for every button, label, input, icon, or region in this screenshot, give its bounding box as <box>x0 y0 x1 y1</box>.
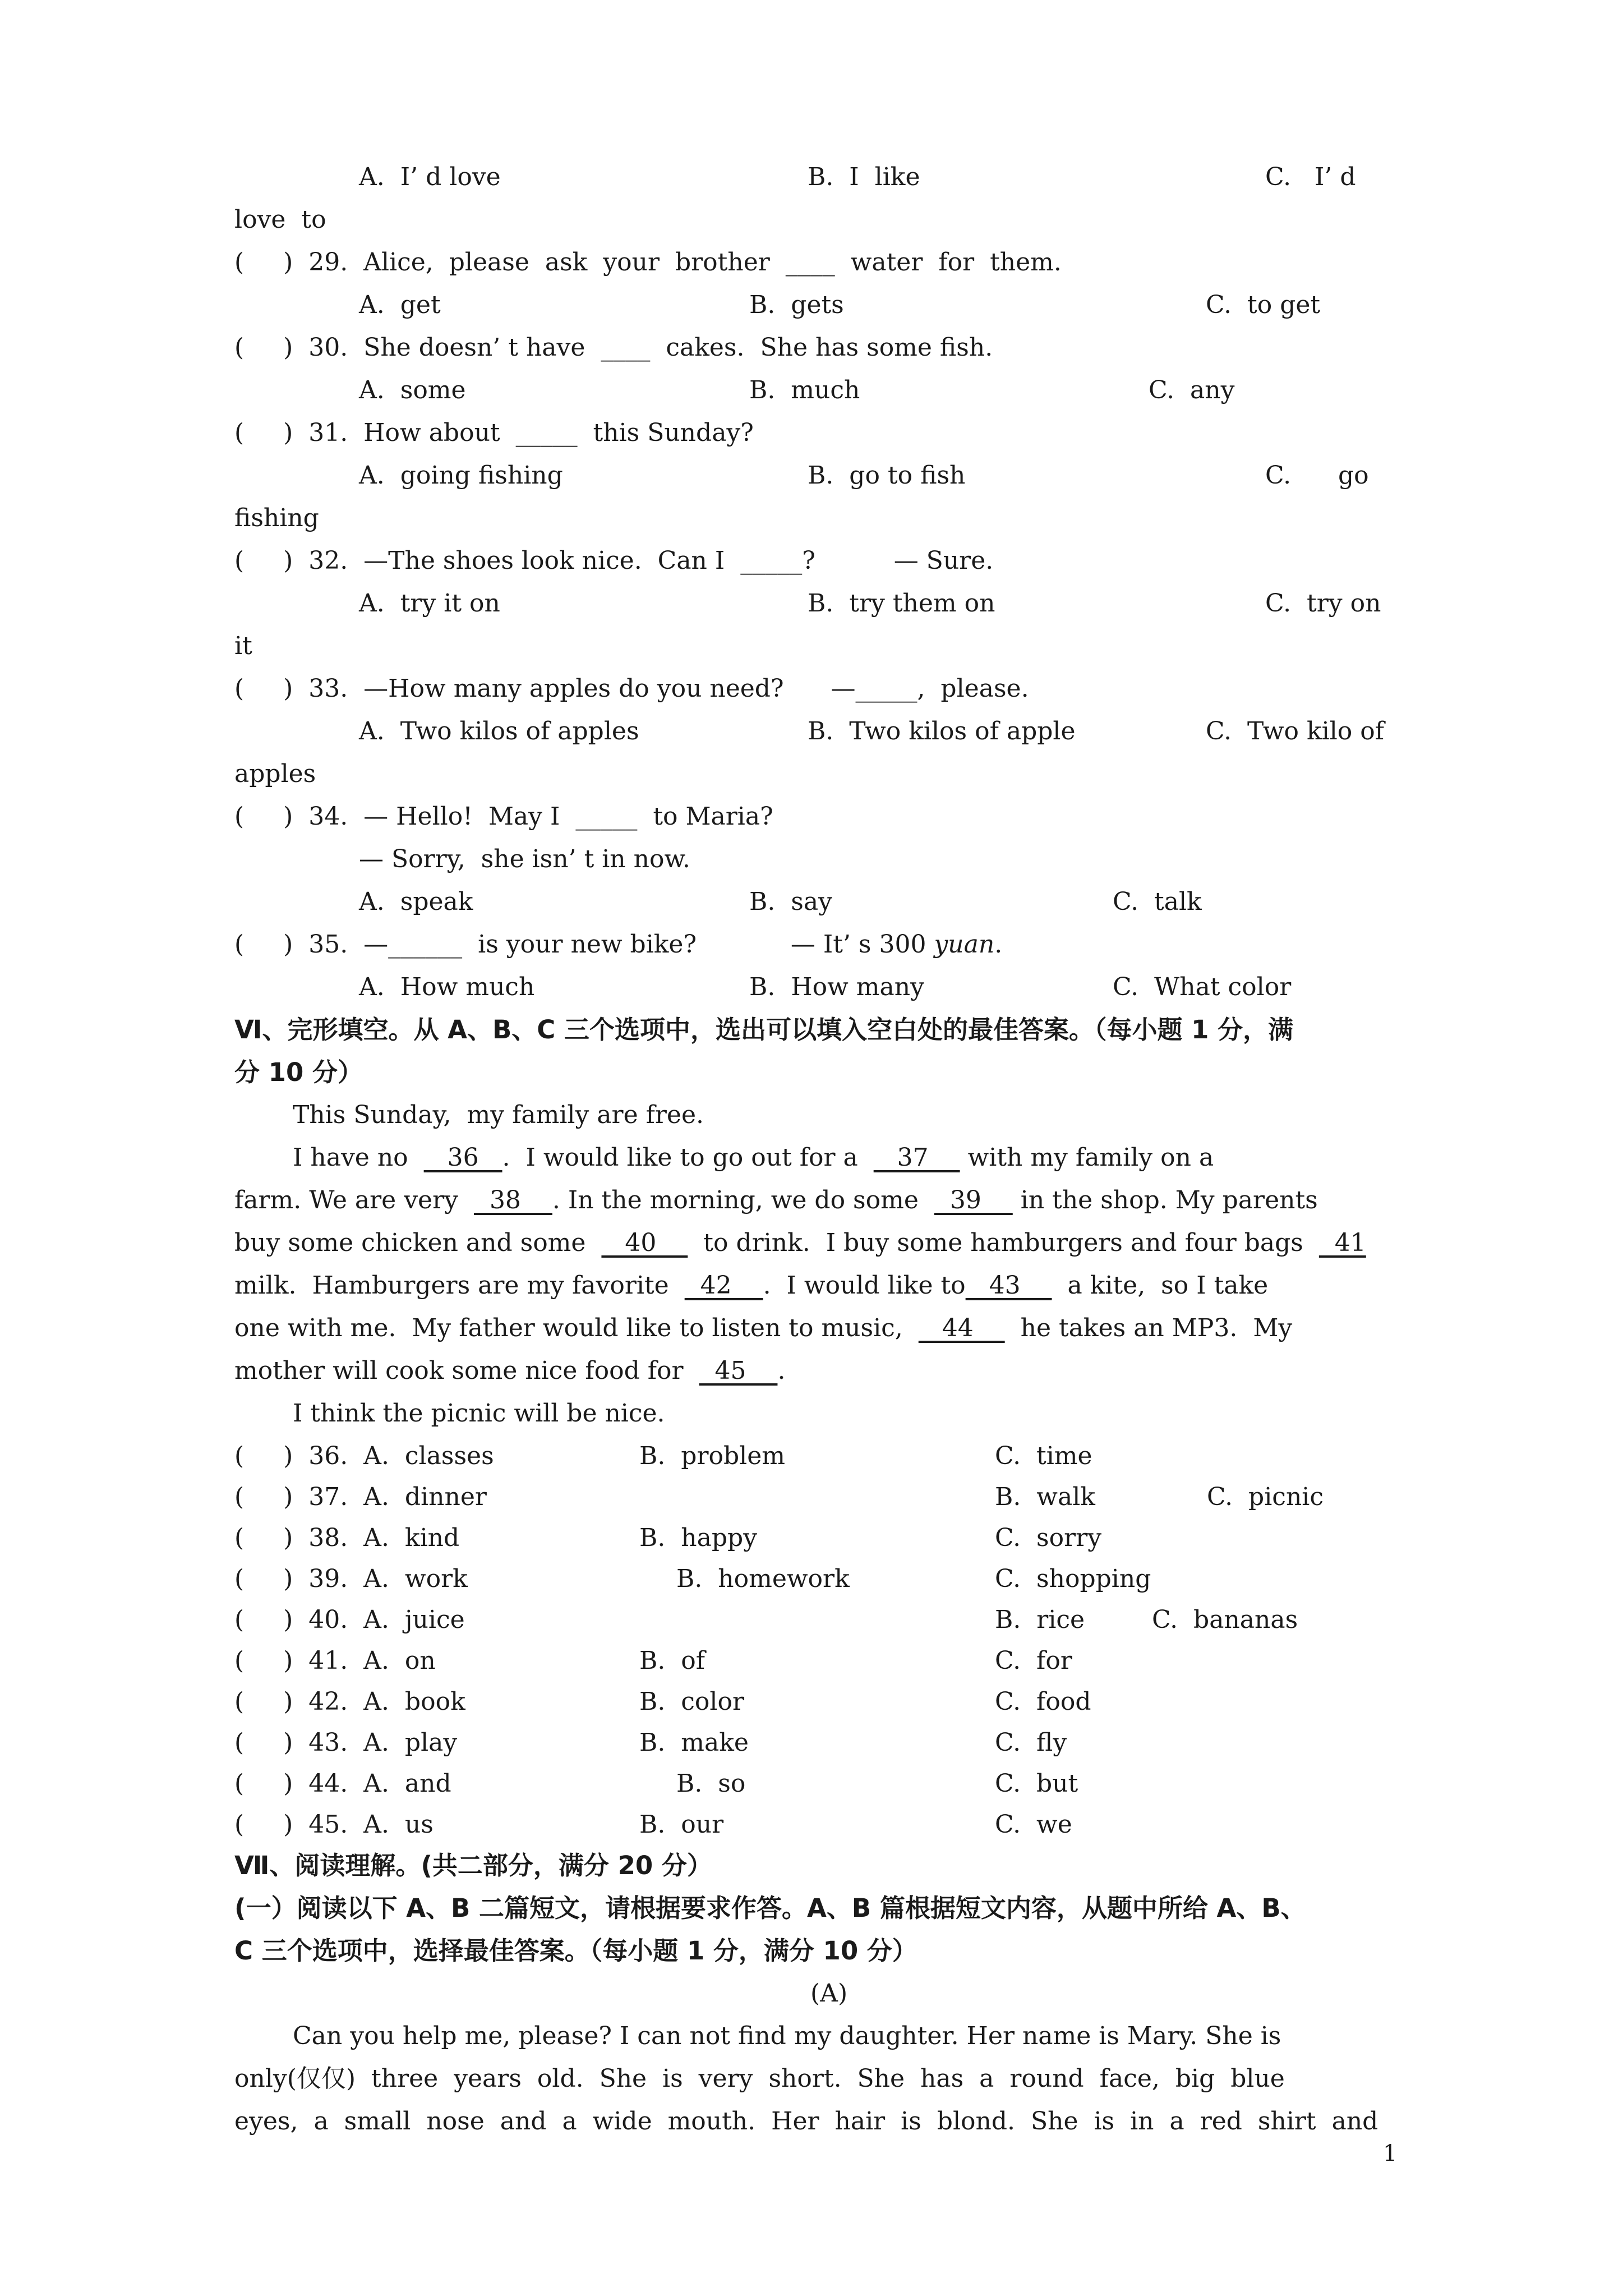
q34-option-b: B. say <box>749 887 832 916</box>
q32-option-a: A. try it on <box>359 589 500 618</box>
cloze-option-row: ( ) 36. A. classes <box>234 1442 494 1470</box>
reading-line-1: Can you help me, please? I can not find my daughter. Her name is Mary. She is <box>293 2022 1281 2050</box>
blank-39: 39 <box>934 1186 1013 1214</box>
q32-option-c-continued: it <box>234 632 252 660</box>
q32-stem: ( ) 32. —The shoes look nice. Can I _____? — Sure. <box>234 546 994 575</box>
cloze-option-c: C. food <box>995 1687 1091 1716</box>
q35-option-a: A. How much <box>359 973 535 1001</box>
q32-option-b: B. try them on <box>808 589 995 618</box>
q34-stem: ( ) 34. — Hello! May I _____ to Maria? <box>234 802 773 831</box>
blank-36: 36 <box>423 1143 502 1172</box>
cloze-line-6: mother will cook some nice food for 45 . <box>234 1355 785 1387</box>
cloze-option-b: B. color <box>639 1687 745 1716</box>
cloze-option-c: C. picnic <box>1207 1483 1324 1511</box>
cloze-line-2: farm. We are very 38 . In the morning, we do some 39 in the shop. My parents <box>234 1185 1318 1216</box>
q33-option-b: B. Two kilos of apple <box>808 717 1076 746</box>
q33-option-a: A. Two kilos of apples <box>359 717 639 746</box>
passage-label: (A) <box>810 1979 848 2008</box>
q28-option-b: B. I like <box>808 163 920 191</box>
q33-stem: ( ) 33. —How many apples do you need? —_____, please. <box>234 674 1029 703</box>
cloze-intro: This Sunday, my family are free. <box>293 1101 704 1129</box>
blank-42: 42 <box>684 1271 763 1300</box>
cloze-option-c: C. time <box>995 1442 1092 1470</box>
q31-option-a: A. going fishing <box>359 461 563 490</box>
cloze-option-b: B. problem <box>639 1442 785 1470</box>
cloze-option-b: B. happy <box>639 1524 758 1552</box>
q32-option-c: C. try on <box>1265 589 1381 618</box>
cloze-option-row: ( ) 40. A. juice <box>234 1605 465 1634</box>
cloze-option-b: B. rice <box>995 1605 1085 1634</box>
reading-line-2: only(仅仅) three years old. She is very short. She has a round face, big blue <box>234 2064 1285 2093</box>
cloze-line-1: I have no 36 . I would like to go out for a 37 with my family on a <box>293 1142 1214 1174</box>
blank-43: 43 <box>965 1271 1052 1300</box>
blank-41: 41 <box>1318 1228 1366 1257</box>
cloze-option-c: C. for <box>995 1646 1072 1675</box>
page-number: 1 <box>1383 2141 1398 2166</box>
cloze-option-row: ( ) 39. A. work <box>234 1565 468 1593</box>
q30-option-c: C. any <box>1149 376 1235 404</box>
q30-option-b: B. much <box>749 376 860 404</box>
cloze-option-row: ( ) 42. A. book <box>234 1687 465 1716</box>
blank-44: 44 <box>918 1314 1005 1342</box>
cloze-closing: I think the picnic will be nice. <box>293 1399 665 1428</box>
reading-line-3: eyes, a small nose and a wide mouth. Her hair is blond. She is in a red shirt and <box>234 2107 1378 2136</box>
q30-stem: ( ) 30. She doesn’ t have ____ cakes. She has some fish. <box>234 333 993 362</box>
blank-37: 37 <box>873 1143 960 1172</box>
q29-stem: ( ) 29. Alice, please ask your brother ____ water for them. <box>234 248 1062 277</box>
cloze-option-b: B. so <box>676 1769 746 1798</box>
blank-40: 40 <box>601 1228 688 1257</box>
blank-45: 45 <box>699 1356 778 1385</box>
cloze-option-c: C. but <box>995 1769 1078 1798</box>
q35-stem: ( ) 35. —______ is your new bike? — It’ s 300 yuan. <box>234 930 1003 959</box>
q33-option-c-continued: apples <box>234 760 316 788</box>
section-6-title: Ⅵ、完形填空。从 A、B、C 三个选项中，选出可以填入空白处的最佳答案。（每小题 1 分，满 <box>234 1015 1294 1045</box>
cloze-option-b: B. make <box>639 1728 749 1757</box>
cloze-option-row: ( ) 41. A. on <box>234 1646 436 1675</box>
section-7-subtitle: (一）阅读以下 A、B 二篇短文，请根据要求作答。A、B 篇根据短文内容，从题中所给 A、B、 <box>234 1893 1306 1923</box>
cloze-option-row: ( ) 38. A. kind <box>234 1524 460 1552</box>
q29-option-a: A. get <box>359 291 441 319</box>
q35-option-c: C. What color <box>1113 973 1292 1001</box>
cloze-line-3: buy some chicken and some 40 to drink. I buy some hamburgers and four bags 41 <box>234 1227 1366 1259</box>
q28-option-a: A. I’ d love <box>359 163 501 191</box>
cloze-option-c: C. we <box>995 1810 1072 1839</box>
cloze-option-b: B. of <box>639 1646 706 1675</box>
cloze-option-c: C. sorry <box>995 1524 1102 1552</box>
q33-option-c: C. Two kilo of <box>1206 717 1385 746</box>
cloze-option-b: B. walk <box>995 1483 1095 1511</box>
cloze-line-4: milk. Hamburgers are my favorite 42 . I would like to 43 a kite, so I take <box>234 1270 1268 1301</box>
cloze-option-b: B. our <box>639 1810 724 1839</box>
q29-option-c: C. to get <box>1206 291 1321 319</box>
q31-option-b: B. go to fish <box>808 461 966 490</box>
q31-stem: ( ) 31. How about _____ this Sunday? <box>234 418 754 447</box>
blank-38: 38 <box>473 1186 552 1214</box>
cloze-option-c: C. bananas <box>1152 1605 1298 1634</box>
cloze-option-row: ( ) 44. A. and <box>234 1769 451 1798</box>
q34-option-a: A. speak <box>359 887 473 916</box>
q30-option-a: A. some <box>359 376 466 404</box>
q28-option-c-continued: love to <box>234 205 326 234</box>
cloze-option-row: ( ) 45. A. us <box>234 1810 434 1839</box>
cloze-option-c: C. shopping <box>995 1565 1151 1593</box>
q31-option-c-continued: fishing <box>234 504 319 532</box>
q35-option-b: B. How many <box>749 973 924 1001</box>
cloze-option-c: C. fly <box>995 1728 1067 1757</box>
q28-option-c: C. I’ d <box>1265 163 1356 191</box>
cloze-option-b: B. homework <box>676 1565 850 1593</box>
q34-option-c: C. talk <box>1113 887 1202 916</box>
section-7-subtitle-continued: C 三个选项中，选择最佳答案。（每小题 1 分，满分 10 分） <box>234 1936 917 1966</box>
section-6-title-continued: 分 10 分） <box>234 1057 363 1087</box>
q34-dialogue-line: — Sorry, she isn’ t in now. <box>359 845 690 873</box>
cloze-line-5: one with me. My father would like to listen to music, 44 he takes an MP3. My <box>234 1313 1292 1344</box>
q31-option-c: C. go <box>1265 461 1369 490</box>
section-7-title: Ⅶ、阅读理解。(共二部分，满分 20 分） <box>234 1851 712 1880</box>
q29-option-b: B. gets <box>749 291 844 319</box>
cloze-option-row: ( ) 37. A. dinner <box>234 1483 487 1511</box>
cloze-option-row: ( ) 43. A. play <box>234 1728 458 1757</box>
